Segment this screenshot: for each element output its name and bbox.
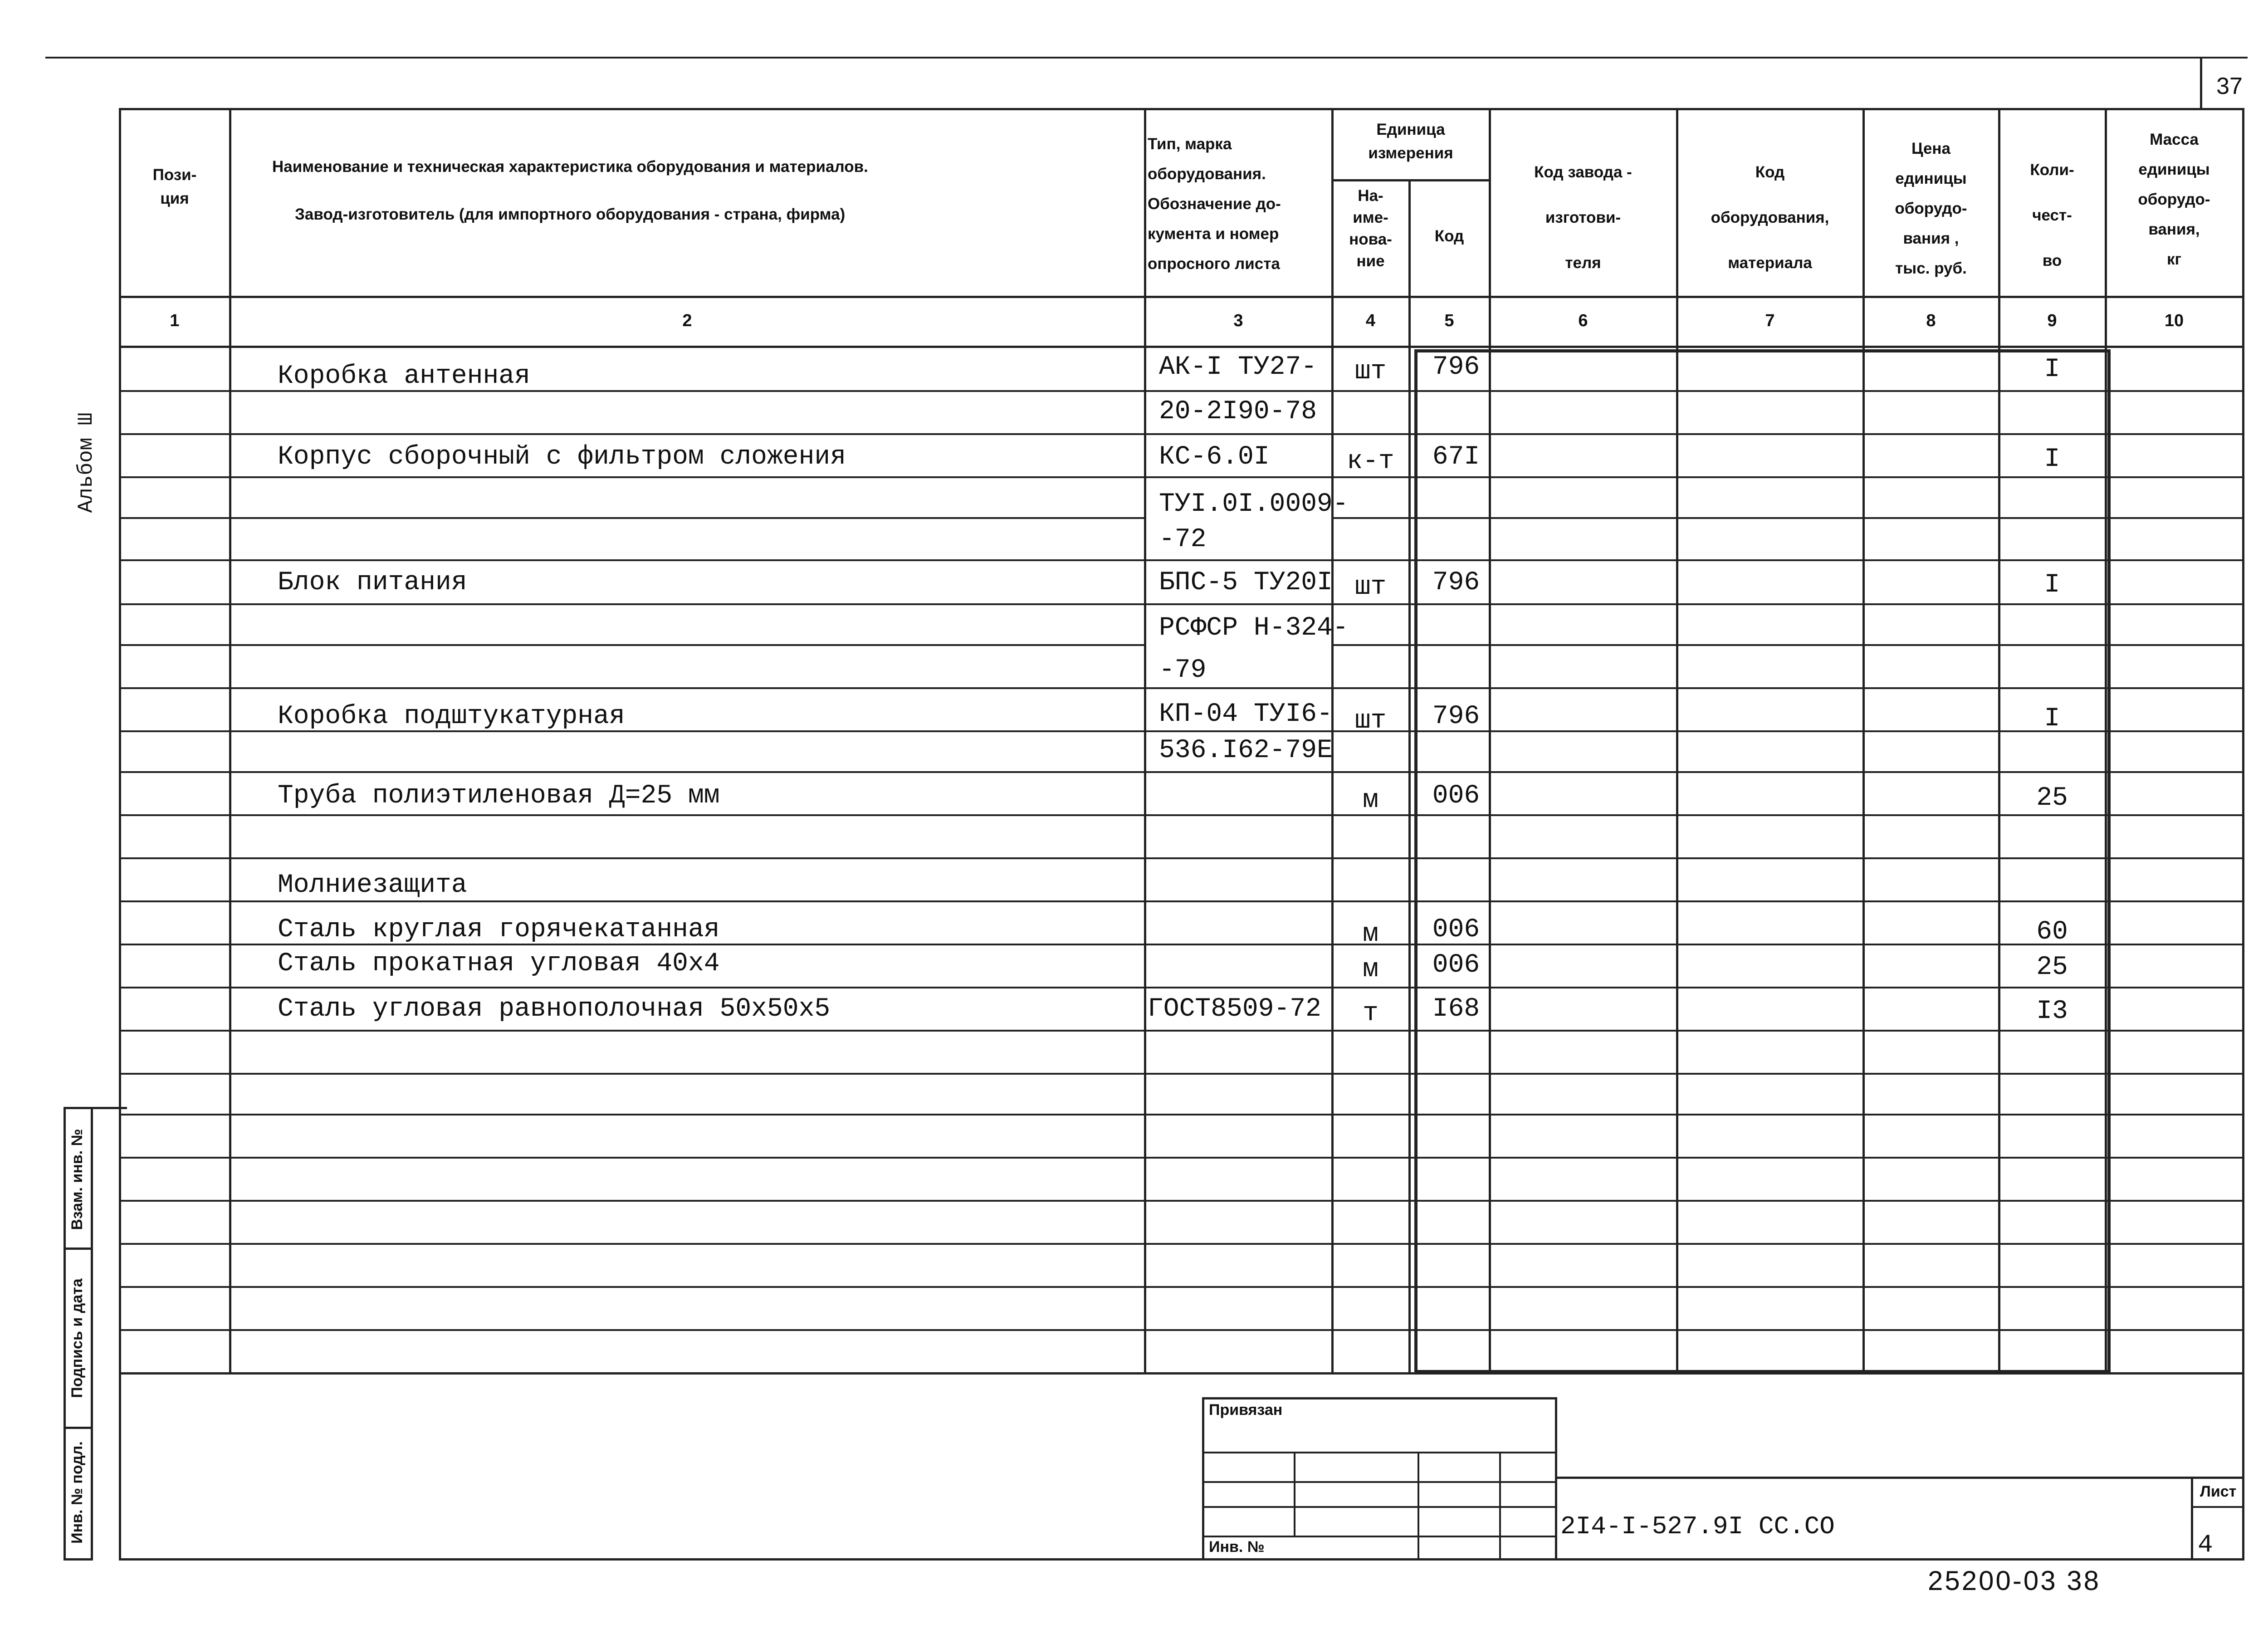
item-qty: I3 bbox=[2036, 997, 2068, 1026]
column-number: 9 bbox=[2047, 311, 2057, 330]
item-unit: т bbox=[1363, 999, 1378, 1028]
item-unit: шт bbox=[1354, 572, 1387, 602]
side-stamp bbox=[64, 1107, 127, 1561]
column-number: 1 bbox=[170, 311, 180, 330]
item-name: Корпус сборочный с фильтром сложения bbox=[278, 442, 846, 472]
footer-code: 25200-03 38 bbox=[1928, 1566, 2101, 1596]
page-number: 37 bbox=[2216, 73, 2243, 99]
column-number: 6 bbox=[1578, 311, 1588, 330]
item-code: 006 bbox=[1432, 950, 1480, 980]
header-type: Тип, марка оборудования. Обозначение до- кумента и номер опросного листа bbox=[1148, 135, 1281, 273]
item-type: РСФСР Н-324- bbox=[1159, 613, 1349, 643]
item-name: Сталь круглая горячекатанная bbox=[278, 915, 720, 944]
item-code: 796 bbox=[1432, 568, 1480, 597]
item-code: 796 bbox=[1432, 702, 1480, 731]
item-type: БПС-5 ТУ20I bbox=[1159, 568, 1333, 597]
item-unit: м bbox=[1363, 786, 1378, 815]
header-name-line1: Наименование и техническая характеристика оборудования и материалов. bbox=[272, 158, 868, 176]
item-code: 796 bbox=[1432, 352, 1480, 382]
item-unit: шт bbox=[1354, 357, 1387, 386]
item-type: -79 bbox=[1159, 656, 1207, 685]
item-qty: I bbox=[2044, 704, 2060, 734]
column-number: 7 bbox=[1765, 311, 1775, 330]
side-stamp-signature: Подпись и дата bbox=[68, 1278, 86, 1398]
column-number: 8 bbox=[1926, 311, 1936, 330]
item-type: ГОСТ8509-72 bbox=[1148, 994, 1321, 1024]
header-factory-code: Код завода - изготови- теля bbox=[1534, 163, 1632, 272]
sheet-number: 4 bbox=[2198, 1530, 2213, 1559]
item-name: Сталь прокатная угловая 40х4 bbox=[278, 949, 720, 978]
item-code: 006 bbox=[1432, 781, 1480, 811]
column-number: 2 bbox=[682, 311, 692, 330]
stamp-bound-label: Привязан bbox=[1209, 1401, 1283, 1419]
item-name: Труба полиэтиленовая Д=25 мм bbox=[278, 781, 720, 811]
item-code: 67I bbox=[1432, 442, 1480, 472]
header-unit-group: Единица измерения bbox=[1368, 121, 1453, 162]
header-position: Пози- ция bbox=[152, 166, 197, 207]
side-stamp-replacement: Взам. инв. № bbox=[68, 1129, 86, 1230]
item-qty: I bbox=[2044, 445, 2060, 474]
item-type: 536.I62-79Е bbox=[1159, 736, 1333, 765]
item-type: КП-04 ТУI6- bbox=[1159, 700, 1333, 729]
item-qty: I bbox=[2044, 570, 2060, 600]
item-unit: к-т bbox=[1347, 447, 1394, 476]
item-qty: 60 bbox=[2036, 917, 2068, 947]
header-name-line2: Завод-изготовитель (для импортного оборудования - страна, фирма) bbox=[295, 205, 846, 223]
item-qty: 25 bbox=[2036, 953, 2068, 982]
header-quantity: Коли- чест- во bbox=[2030, 161, 2074, 269]
item-name: Блок питания bbox=[278, 568, 467, 597]
column-number: 4 bbox=[1365, 311, 1376, 330]
column-number: 3 bbox=[1233, 311, 1243, 330]
item-name: Сталь угловая равнополочная 50х50х5 bbox=[278, 994, 831, 1024]
item-type: АК-I ТУ27- bbox=[1159, 352, 1317, 382]
column-number: 5 bbox=[1444, 311, 1454, 330]
item-unit: м bbox=[1363, 920, 1378, 949]
item-name: Коробка антенная bbox=[278, 362, 530, 391]
item-code: 006 bbox=[1432, 915, 1480, 944]
item-qty: I bbox=[2044, 355, 2060, 384]
column-number: 10 bbox=[2164, 311, 2184, 330]
item-type: КС-6.0I bbox=[1159, 442, 1270, 472]
header-price: Цена единицы оборудо- вания , тыс. руб. bbox=[1895, 140, 1967, 277]
header-equipment-code: Код оборудования, материала bbox=[1711, 163, 1829, 272]
item-unit: шт bbox=[1354, 706, 1387, 736]
item-type: -72 bbox=[1159, 525, 1207, 554]
item-type: 20-2I90-78 bbox=[1159, 397, 1317, 426]
item-type: ТУI.0I.0009- bbox=[1159, 489, 1349, 519]
header-unit-code: Код bbox=[1434, 227, 1464, 245]
section-title: Молниезащита bbox=[278, 871, 467, 900]
document-code: 2I4-I-527.9I СС.СО bbox=[1560, 1512, 1835, 1541]
item-name: Коробка подштукатурная bbox=[278, 702, 625, 731]
header-unit-name: На- име- нова- ние bbox=[1349, 187, 1392, 270]
sheet-label: Лист bbox=[2200, 1483, 2237, 1500]
item-unit: м bbox=[1363, 955, 1378, 984]
item-code: I68 bbox=[1432, 994, 1480, 1024]
side-stamp-original: Инв. № подл. bbox=[68, 1441, 86, 1544]
item-qty: 25 bbox=[2036, 783, 2068, 813]
header-mass: Масса единицы оборудо- вания, кг bbox=[2138, 131, 2210, 268]
stamp-inv-label: Инв. № bbox=[1209, 1538, 1265, 1556]
album-label: Альбом Ш bbox=[74, 412, 98, 513]
